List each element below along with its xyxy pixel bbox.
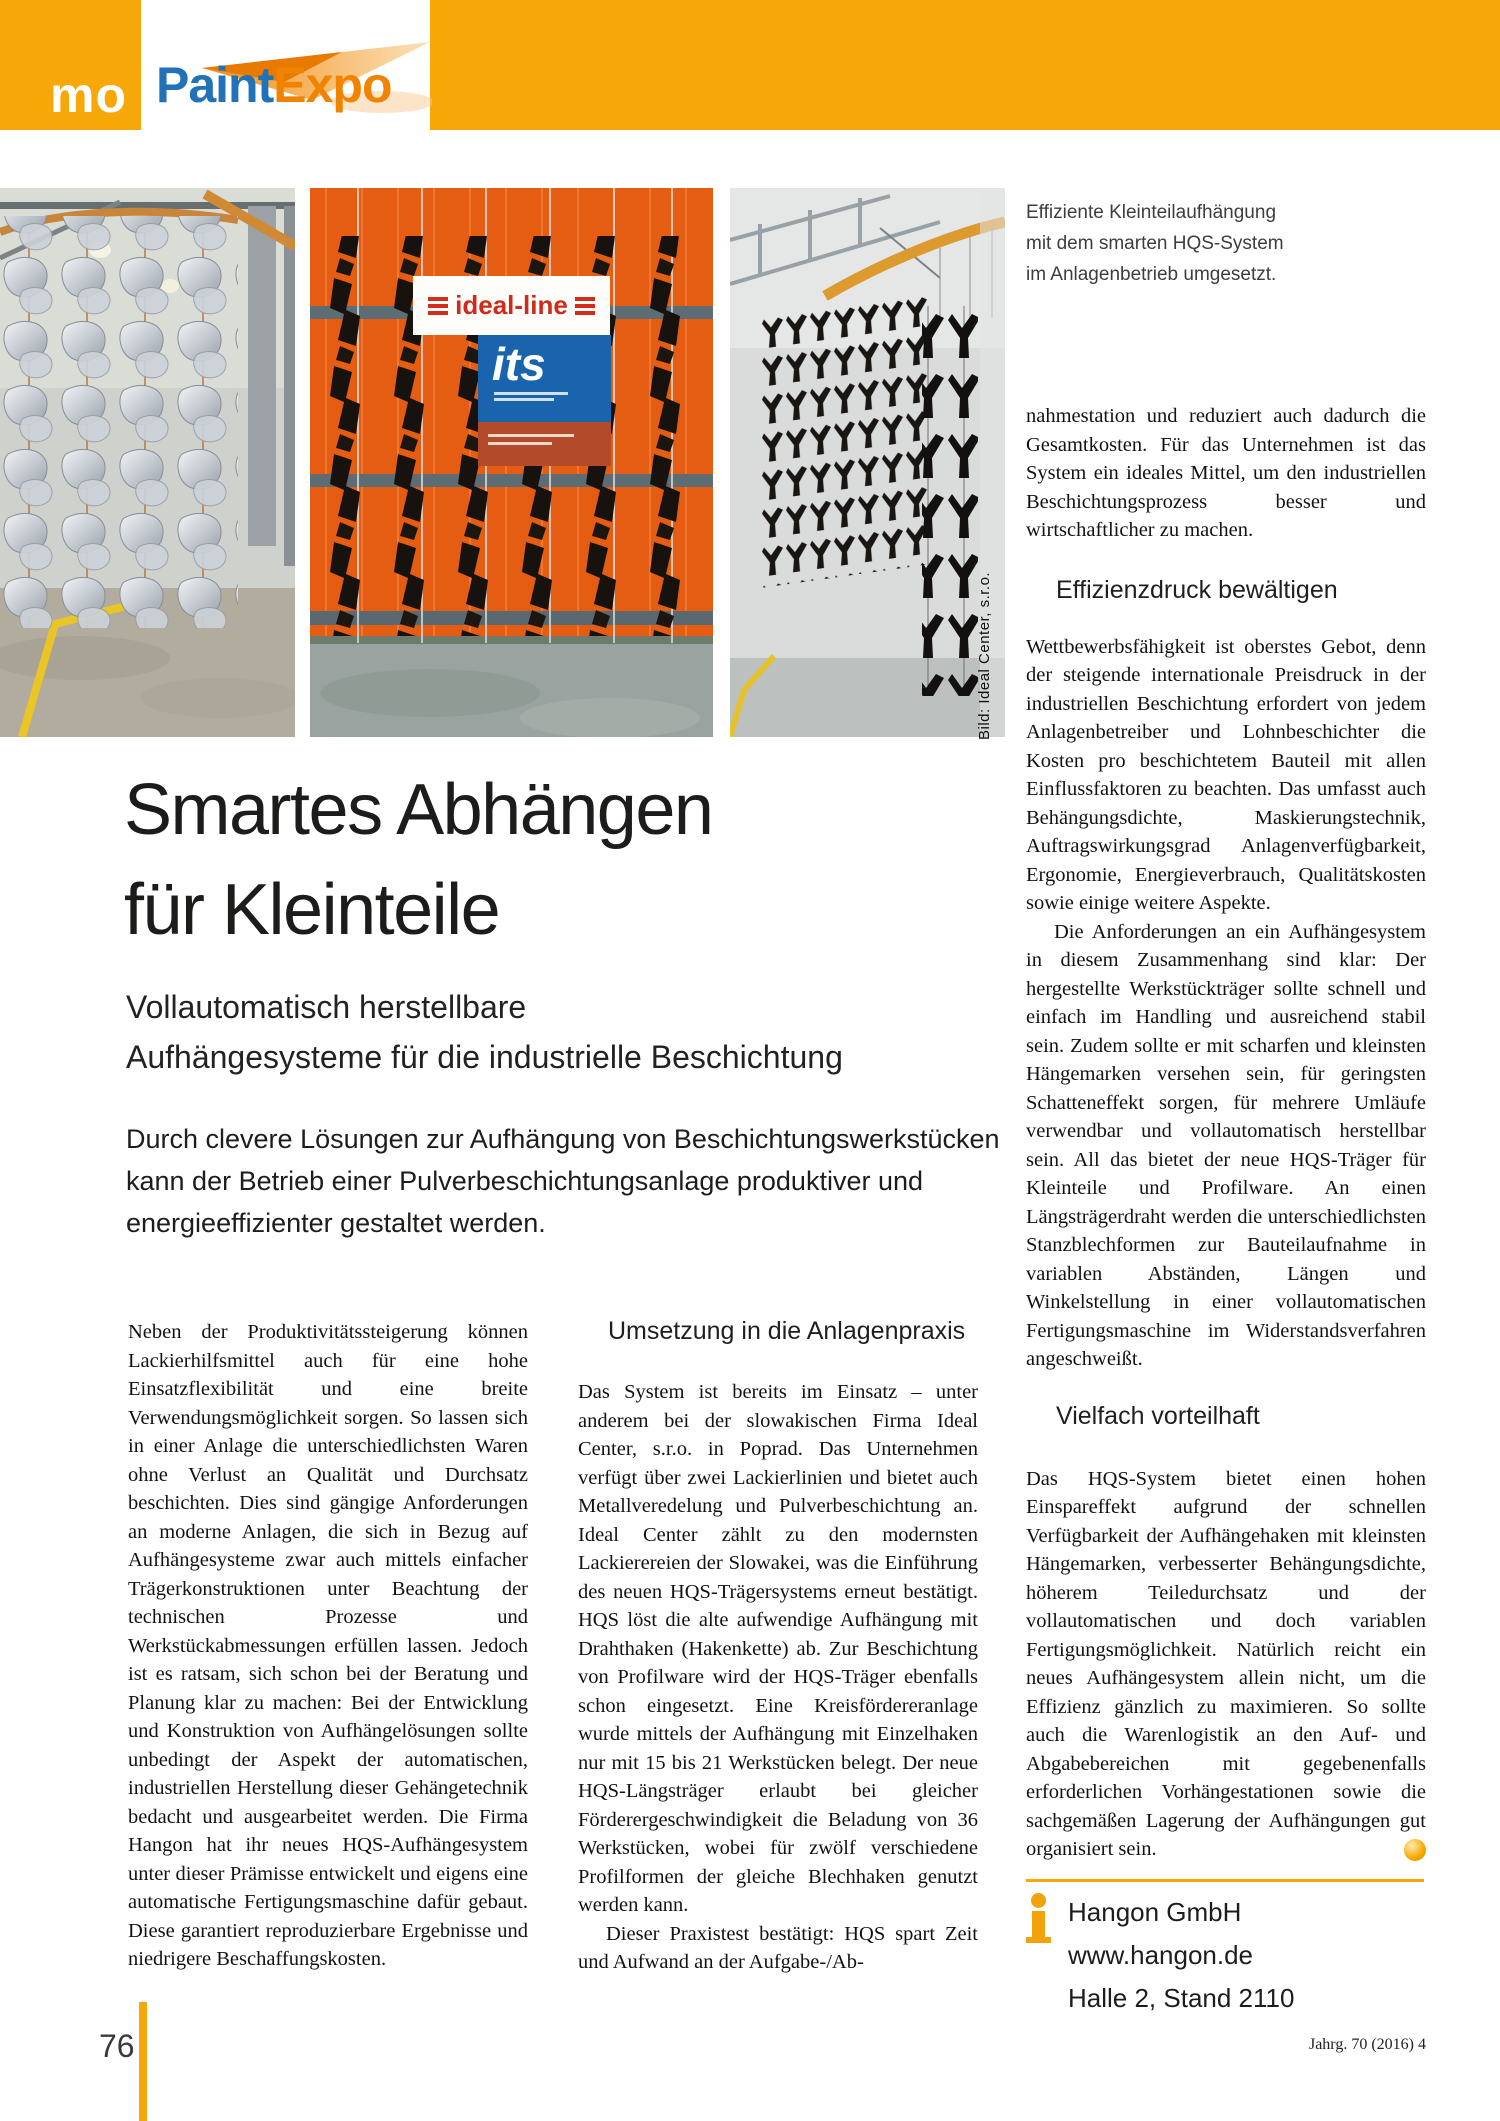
photo-caption-line: Effiziente Kleinteilaufhängung bbox=[1026, 202, 1277, 223]
photo-caption bbox=[1026, 197, 1346, 290]
article-subtitle bbox=[126, 982, 843, 1082]
footer-accent-bar bbox=[139, 2002, 147, 2121]
photo-caption-line: im Anlagenbetrieb umgesetzt. bbox=[1026, 264, 1277, 285]
contact-website: www.hangon.de bbox=[1068, 1940, 1254, 1970]
photo-silver-parts-hanging bbox=[0, 188, 295, 737]
sign-smalltext-line bbox=[488, 442, 552, 445]
paintexpo-logo bbox=[156, 56, 392, 114]
its-sign-label: its bbox=[492, 338, 546, 390]
body-column-1 bbox=[128, 1318, 528, 1974]
page-number: 76 bbox=[99, 2028, 135, 2064]
ideal-line-sign bbox=[413, 276, 610, 335]
issue-label: Jahrg. 70 (2016) 4 bbox=[1308, 2036, 1426, 2053]
sign-smalltext-line bbox=[488, 434, 574, 437]
contact-info-text bbox=[1068, 1891, 1294, 2020]
sign-stripes-icon bbox=[428, 297, 448, 315]
mo-magazine-logo: mo bbox=[50, 67, 127, 123]
contact-info-box bbox=[1026, 1879, 1424, 2020]
sign-stripes-icon bbox=[575, 297, 595, 315]
photo-black-parts-conveyor bbox=[730, 188, 1005, 737]
contact-booth: Halle 2, Stand 2110 bbox=[1068, 1983, 1295, 2013]
paragraph-text: Das HQS-System bietet einen hohen Einspareffekt aufgrund der schnellen Verfügbarkeit der Aufhängehaken mit kleinsten Hängemarken, verbesserter Behängungsdichte, höherem Teiledurchsatz und der vollautomatischen und doch variablen Fertigungsmöglichkeit. Natürlich reicht ein neues Aufhängesystem allein nicht, um die Effizienz gänzlich zu maximieren. So sollte auch die Warenlogistik an den Auf- und Abgabebereichen mit gegebenenfalls erforderlichen Vorhängestationen sowie die sachgemäßen Lagerung der Aufhängungen gut organisiert sein. bbox=[1026, 1467, 1426, 1860]
paragraph: Die Anforderungen an ein Aufhängesystem in diesem Zusammenhang sind klar: Der hergestellte Werkstückträger sollte schnell und einfach im Handling und ausreichend stabil sein. Zudem sollte er mit scharfen und kleinsten Hängemarken versehen sein, für geringsten Schatteneffekt sorgen, für mehrere Umläufe verwendbar und vollautomatisch herstellbar sein. All das bietet der neue HQS-Träger für Kleinteile und Profilware. An einen Längsträgerdraht werden die unterschiedlichsten Stanzblechformen zur Bauteilaufnahme in variablen Abständen, Längen und Winkelstellung in einer vollautomatischen Fertigungsmaschine im Widerstandsverfahren angeschweißt. bbox=[1026, 920, 1426, 1370]
article-subtitle-line2: Aufhängesysteme für die industrielle Beschichtung bbox=[126, 1039, 843, 1075]
contact-company: Hangon GmbH bbox=[1068, 1897, 1242, 1927]
body-column-2 bbox=[578, 1316, 978, 1977]
paragraph: Wettbewerbsfähigkeit ist oberstes Gebot, denn der steigende internationale Preisdruck in der industriellen Beschichtung erfordert von jedem Anlagenbetreiber und Lohnbeschichter die Kosten pro beschichtetem Bauteil mit allen Einflussfaktoren zu beachten. Das umfasst auch Behängungsdichte, Maskierungstechnik, Auftragswirkungsgrad Anlagenverfügbarkeit, Ergonomie, Energieverbrauch, Qualitätskosten sowie einige weitere Aspekte. bbox=[1026, 635, 1426, 914]
paintexpo-logo-expo: Expo bbox=[273, 57, 392, 113]
article-title-line2: für Kleinteile bbox=[124, 870, 500, 950]
article-lead: Durch clevere Lösungen zur Aufhängung von Beschichtungswerkstücken kann der Betrieb einer Pulverbeschichtungsanlage produktiver und energieeffizienter gestaltet werden. bbox=[126, 1124, 1000, 1238]
photo-caption-line: mit dem smarten HQS-System bbox=[1026, 233, 1284, 254]
section-heading-effizienzdruck: Effizienzdruck bewältigen bbox=[1056, 575, 1338, 604]
section-heading-vorteilhaft: Vielfach vorteilhaft bbox=[1056, 1401, 1260, 1430]
sign-smalltext-line bbox=[494, 398, 554, 401]
paragraph: Das System ist bereits im Einsatz – unter anderem bei der slowakischen Firma Ideal Center, s.r.o. in Poprad. Das Unternehmen verfügt über zwei Lackierlinien und bietet auch Metallveredelung und Pulverbeschichtung an. Ideal Center zählt zu den modernsten Lackierereien der Slowakei, was die Einführung des neuen HQS-Trägersystems erneut bestätigt. HQS löst die alte aufwendige Aufhängung mit Drahthaken (Hakenkette) ab. Zur Beschichtung von Profilware wird der HQS-Träger ebenfalls schon eingesetzt. Eine Kreisfördereranlage wurde mittels der Aufhängung mit Einzelhaken nur mit 15 bis 21 Werkstücken belegt. Der neue HQS-Längsträger erlaubt bei gleicher Förderergeschwindigkeit die Beladung von 36 Werkstücken, wobei für zwölf verschiedene Profilformen der gleiche Blechhaken genutzt werden kann. bbox=[578, 1381, 978, 1916]
paintexpo-logo-paint: Paint bbox=[156, 57, 274, 113]
paragraph: nahmestation und reduziert auch dadurch die Gesamtkosten. Für das Unternehmen ist das System ein ideales Mittel, um den industriellen Beschichtungsprozess besser und wirtschaftlicher zu machen. bbox=[1026, 405, 1426, 541]
paragraph: Neben der Produktivitätssteigerung können Lackierhilfsmittel auch für eine hohe Einsatzflexibilität und eine breite Verwendungsmöglichkeit sorgen. So lassen sich in einer Anlage die unterschiedlichsten Waren ohne Verlust an Qualität und Durchsatz beschichten. Dies sind gängige Anforderungen an moderne Anlagen, die sich in Bezug auf Aufhängesysteme zwar auch mittels einfacher Trägerkonstruktionen unter Beachtung der technischen Prozesse und Werkstückabmessungen erfüllen lassen. Jedoch ist es ratsam, sich schon bei der Beratung und Planung klar zu machen: Bei der Entwicklung und Konstruktion von Aufhängelösungen sollte unbedingt der Aspekt der automatischen, industriellen Herstellung dieser Gehängetechnik bedacht und ausgearbeitet werden. Die Firma Hangon hat ihr neues HQS-Aufhängesystem unter dieser Prämisse entwickelt und eigens eine automatische Fertigungsmaschine dafür gebaut. Diese garantiert reproduzierbare Ergebnisse und niedrigere Beschaffungskosten. bbox=[128, 1321, 528, 1970]
body-column-3 bbox=[1026, 402, 1426, 1864]
photo-hook-chains-orange-wall bbox=[310, 188, 713, 737]
its-sign bbox=[478, 335, 611, 422]
article-title-line1: Smartes Abhängen bbox=[124, 770, 713, 850]
end-of-article-icon bbox=[1404, 1839, 1426, 1861]
section-heading-anlagenpraxis: Umsetzung in die Anlagenpraxis bbox=[608, 1317, 966, 1345]
photo-credit: Bild: Ideal Center, s.r.o. bbox=[976, 571, 993, 740]
info-icon bbox=[1026, 1891, 1068, 2020]
ideal-line-sign-label: ideal-line bbox=[455, 290, 568, 320]
sign-smalltext-line bbox=[494, 392, 568, 395]
red-info-sign bbox=[478, 422, 611, 466]
article-title bbox=[124, 760, 712, 960]
article-subtitle-line1: Vollautomatisch herstellbare bbox=[126, 989, 527, 1025]
paragraph: Dieser Praxistest bestätigt: HQS spart Zeit und Aufwand an der Aufgabe-/Ab- bbox=[578, 1922, 978, 1973]
paragraph-with-end-marker bbox=[1026, 1465, 1426, 1864]
